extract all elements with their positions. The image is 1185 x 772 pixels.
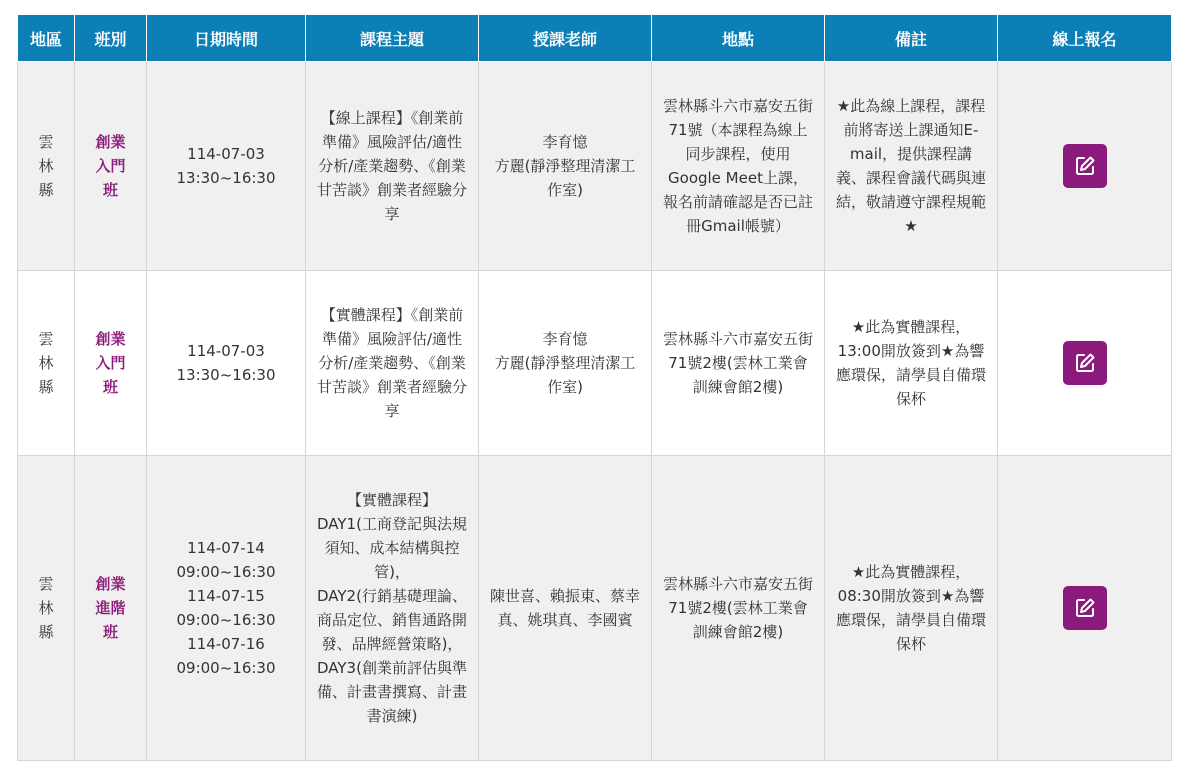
header-region: 地區 (18, 15, 75, 62)
note-cell: ★此為實體課程，13:00開放簽到★為響應環保，請學員自備環保杯 (825, 271, 998, 456)
location-cell: 雲林縣斗六市嘉安五街71號2樓(雲林工業會訓練會館2樓) (652, 271, 825, 456)
table-row (18, 456, 1172, 761)
header-location: 地點 (652, 15, 825, 62)
region-cell: 雲 林 縣 (18, 456, 75, 761)
register-cell (998, 62, 1172, 271)
teacher-cell: 李育憶 方麗(靜淨整理清潔工作室) (479, 271, 652, 456)
topic-cell: 【實體課程】《創業前準備》風險評估/適性分析/產業趨勢、《創業甘苦談》創業者經驗分享 (306, 271, 479, 456)
note-cell: ★此為實體課程，08:30開放簽到★為響應環保，請學員自備環保杯 (825, 456, 998, 761)
header-note: 備註 (825, 15, 998, 62)
topic-cell: 【線上課程】《創業前準備》風險評估/適性分析/產業趨勢、《創業甘苦談》創業者經驗分享 (306, 62, 479, 271)
edit-icon (1074, 155, 1096, 177)
table-row (18, 271, 1172, 456)
register-button[interactable] (1063, 341, 1107, 385)
teacher-cell: 陳世喜、賴振東、蔡幸真、姚琪真、李國賓 (479, 456, 652, 761)
header-register: 線上報名 (998, 15, 1172, 62)
edit-icon (1074, 352, 1096, 374)
header-topic: 課程主題 (306, 15, 479, 62)
topic-cell: 【實體課程】 DAY1(工商登記與法規須知、成本結構與控管)， DAY2(行銷基礎理論、商品定位、銷售通路開發、品牌經營策略)， DAY3(創業前評估與準備、計畫書撰寫、計畫書演練) (306, 456, 479, 761)
class-cell: 創業 入門 班 (75, 62, 147, 271)
register-button[interactable] (1063, 144, 1107, 188)
note-cell: ★此為線上課程，課程前將寄送上課通知E-mail，提供課程講義、課程會議代碼與連結，敬請遵守課程規範★ (825, 62, 998, 271)
datetime-cell: 114-07-03 13:30~16:30 (147, 271, 306, 456)
header-teacher: 授課老師 (479, 15, 652, 62)
register-button[interactable] (1063, 586, 1107, 630)
location-cell: 雲林縣斗六市嘉安五街71號（本課程為線上同步課程，使用Google Meet上課，報名前請確認是否已註冊Gmail帳號） (652, 62, 825, 271)
header-row (18, 15, 1172, 62)
region-cell: 雲 林 縣 (18, 62, 75, 271)
header-datetime: 日期時間 (147, 15, 306, 62)
register-cell (998, 456, 1172, 761)
datetime-cell: 114-07-03 13:30~16:30 (147, 62, 306, 271)
class-cell: 創業 進階 班 (75, 456, 147, 761)
location-cell: 雲林縣斗六市嘉安五街71號2樓(雲林工業會訓練會館2樓) (652, 456, 825, 761)
edit-icon (1074, 597, 1096, 619)
register-cell (998, 271, 1172, 456)
course-table (17, 14, 1172, 761)
table-row (18, 62, 1172, 271)
header-class: 班別 (75, 15, 147, 62)
datetime-cell: 114-07-14 09:00~16:30 114-07-15 09:00~16:30 114-07-16 09:00~16:30 (147, 456, 306, 761)
teacher-cell: 李育憶 方麗(靜淨整理清潔工作室) (479, 62, 652, 271)
class-cell: 創業 入門 班 (75, 271, 147, 456)
region-cell: 雲 林 縣 (18, 271, 75, 456)
